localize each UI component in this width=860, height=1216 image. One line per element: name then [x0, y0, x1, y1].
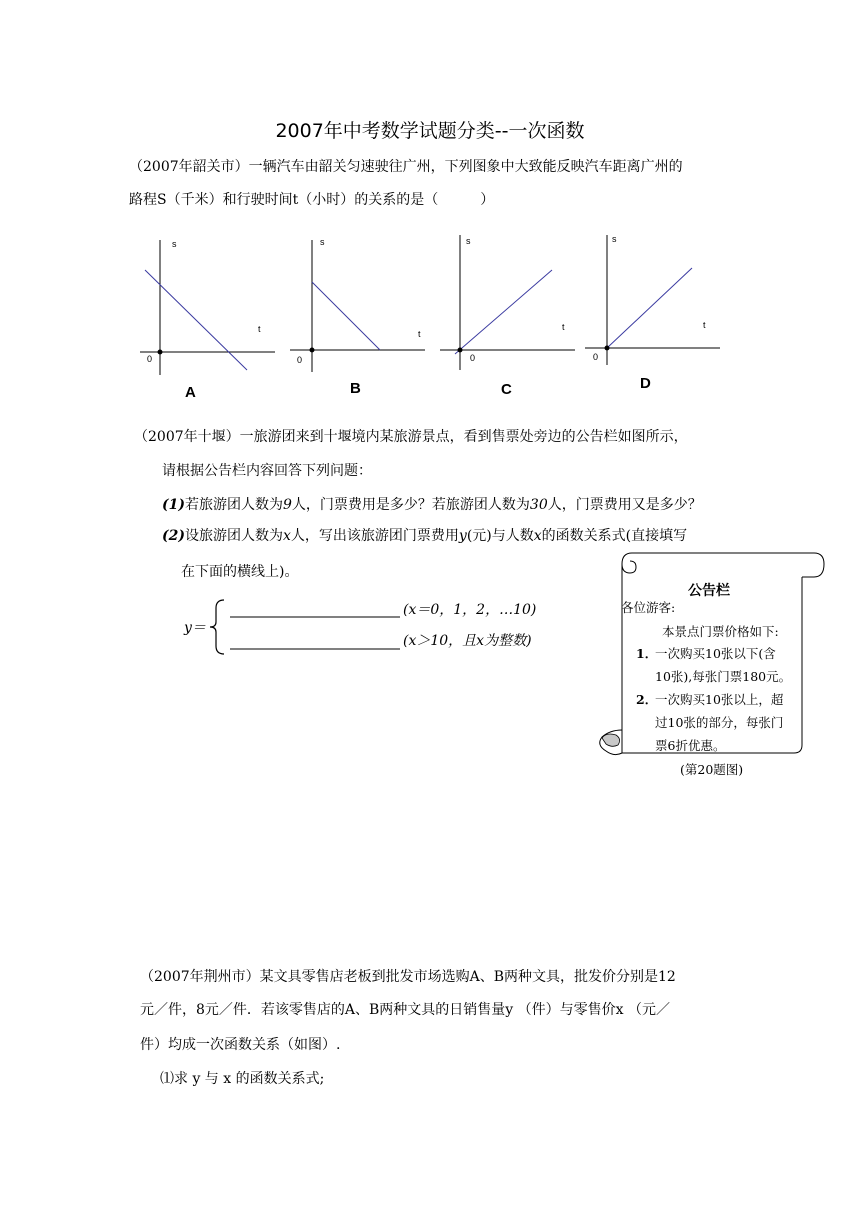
graph-d-origin-label: 0	[593, 352, 599, 362]
q3-sub1: ⑴求 y 与 x 的函数关系式;	[160, 1071, 325, 1087]
graph-b-t-label: t	[418, 329, 421, 339]
q2-text-line1: （2007年十堰）一旅游团来到十堰境内某旅游景点，看到售票处旁边的公告栏如图所示，	[134, 429, 688, 445]
bulletin-item2-line1: 一次购买10张以上，超	[655, 692, 784, 707]
graph-c-label: C	[501, 381, 512, 398]
graph-c-t-label: t	[562, 322, 565, 332]
graph-a-origin-dot	[158, 350, 162, 354]
q2-condition-1: (x＝0，1，2，…10)	[403, 602, 537, 618]
bulletin-title: 公告栏	[688, 583, 730, 599]
graph-c-origin-label: 0	[470, 353, 476, 363]
q1-graphs	[0, 220, 860, 410]
graph-a	[140, 240, 275, 375]
q2-sub1-num: (1)	[162, 497, 185, 513]
bulletin-item1-num: 1．	[636, 646, 658, 661]
q2-piecewise-brace	[208, 598, 408, 656]
graph-c	[440, 235, 575, 370]
bulletin-item2-num: 2．	[636, 692, 658, 707]
graph-d-label: D	[640, 375, 651, 392]
graph-d-s-label: s	[612, 234, 617, 244]
q3-text-line1: （2007年荆州市）某文具零售店老板到批发市场选购A、B两种文具，批发价分别是12	[140, 969, 676, 985]
graph-d-line	[607, 268, 692, 348]
graph-b-label: B	[350, 380, 361, 397]
graph-d-origin-dot	[605, 346, 609, 350]
graph-a-origin-label: 0	[147, 354, 153, 364]
q3-text-line3: 件）均成一次函数关系（如图）.	[140, 1037, 341, 1053]
bulletin-intro: 本景点门票价格如下:	[662, 624, 779, 639]
graph-c-origin-dot	[458, 348, 462, 352]
bulletin-item1-line2: 10张),每张门票180元。	[655, 669, 792, 684]
q2-condition-2: (x＞10，且x为整数)	[403, 633, 532, 649]
graph-c-s-label: s	[466, 236, 471, 246]
q2-text-line2: 请根据公告栏内容回答下列问题：	[162, 463, 372, 479]
q3-text-line2: 元／件，8元／件．若该零售店的A、B两种文具的日销售量y （件）与零售价x （元／	[140, 1002, 671, 1018]
graph-d-t-label: t	[703, 320, 706, 330]
graph-d	[585, 235, 720, 365]
q2-sub2: (2)设旅游团人数为x人，写出该旅游团门票费用y(元)与人数x的函数关系式(直接填写	[162, 528, 688, 544]
graph-a-s-label: s	[172, 239, 177, 249]
bulletin-item1-line1: 一次购买10张以下(含	[655, 646, 776, 661]
graph-a-label: A	[185, 384, 196, 401]
q2-sub1: (1)若旅游团人数为9人，门票费用是多少？若旅游团人数为30人，门票费用又是多少？	[162, 497, 702, 513]
q2-sub2-num: (2)	[162, 528, 185, 544]
graph-b-origin-label: 0	[297, 355, 303, 365]
q2-sub2-line2: 在下面的横线上)。	[181, 564, 299, 580]
graph-b-s-label: s	[320, 237, 325, 247]
q1-text-line2: 路程S（千米）和行驶时间t（小时）的关系的是（ ）	[129, 192, 495, 208]
graph-b-origin-dot	[310, 348, 314, 352]
graph-c-line	[455, 270, 552, 354]
bulletin-item2-line2: 过10张的部分，每张门	[655, 715, 784, 730]
q1-text-line1: （2007年韶关市）一辆汽车由韶关匀速驶往广州，下列图象中大致能反映汽车距离广州的	[129, 159, 683, 175]
graph-b	[290, 240, 425, 372]
bulletin-item2-line3: 票6折优惠。	[655, 738, 726, 753]
bulletin-greeting: 各位游客:	[621, 600, 676, 615]
bulletin-caption: (第20题图)	[680, 762, 744, 777]
q2-y-equals: y＝	[184, 620, 206, 636]
page-title: 2007年中考数学试题分类--一次函数	[275, 120, 585, 142]
graph-b-line	[312, 282, 380, 350]
graph-a-t-label: t	[258, 324, 261, 334]
